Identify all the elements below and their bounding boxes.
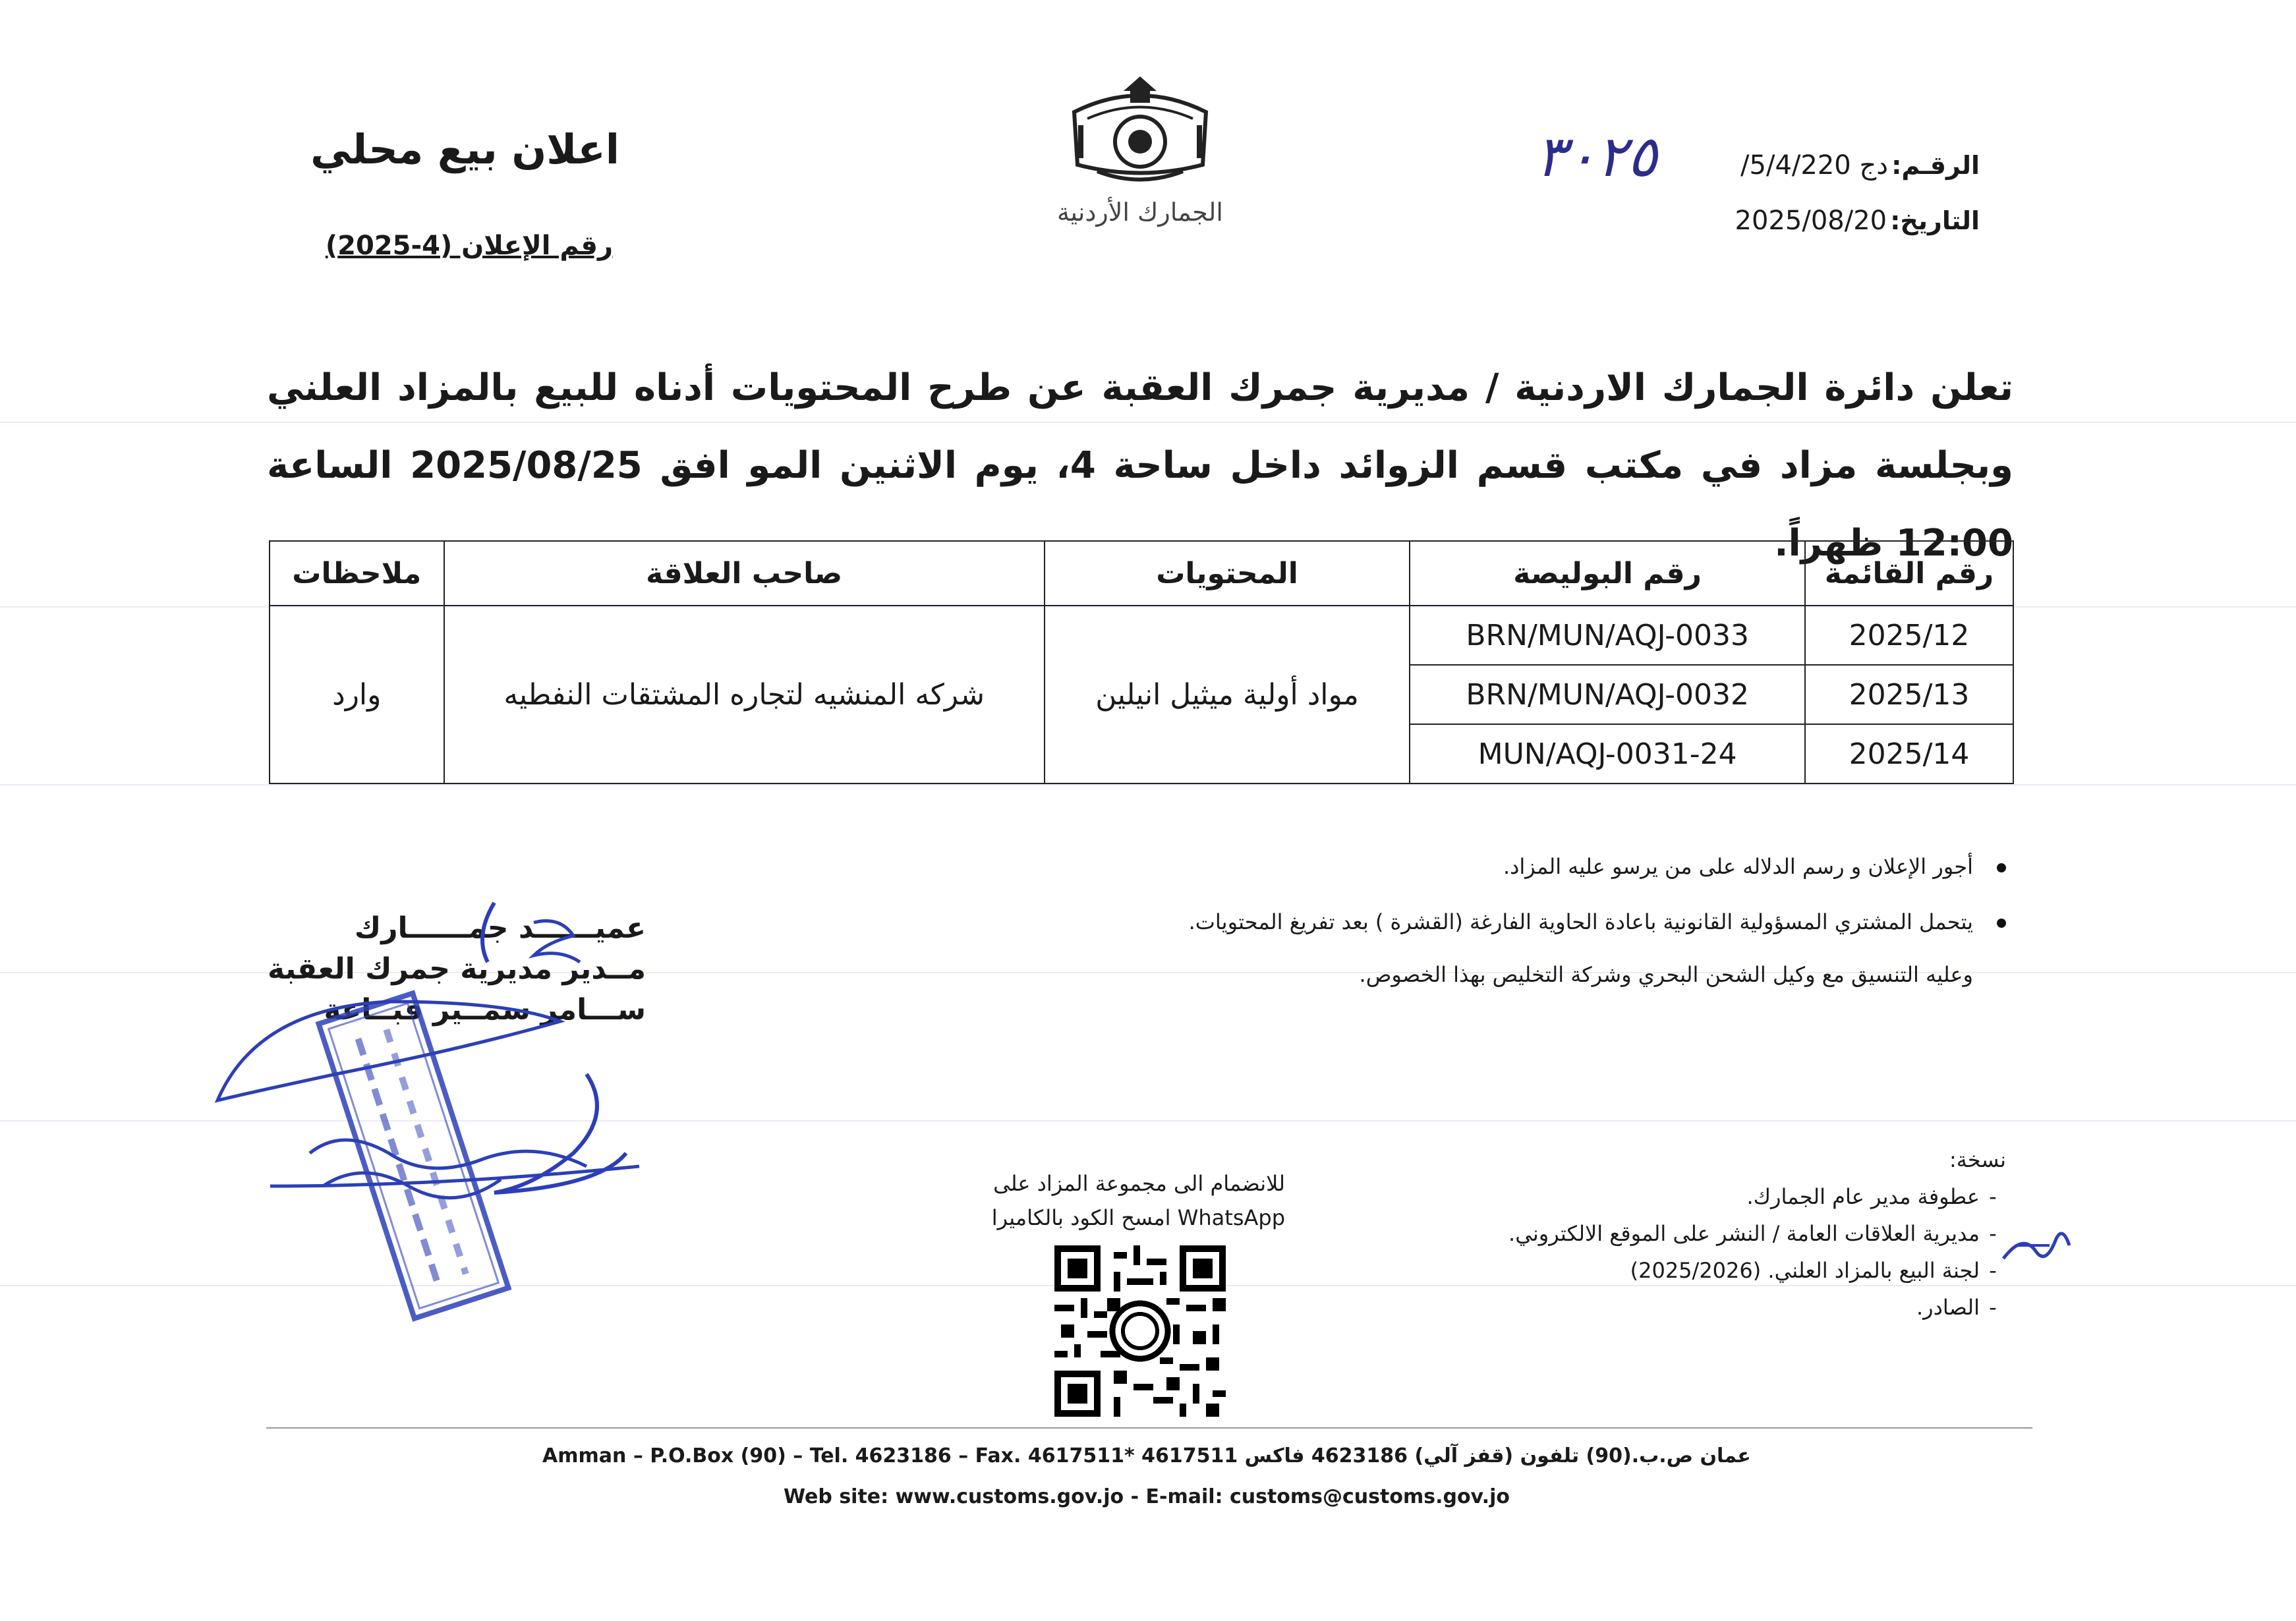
condition-bullet [1189, 909, 2006, 934]
document-date [1735, 206, 1980, 236]
whatsapp-line2: WhatsApp امسح الكود بالكاميرا [991, 1205, 1285, 1230]
bill-of-lading-cell: BRN/MUN/AQJ-0032 [1410, 665, 1805, 724]
header-notes: ملاحظات [270, 541, 444, 606]
reference-value: دج 5/4/220/ [1740, 150, 1889, 181]
copy-item: -عطوفة مدير عام الجمارك. [1746, 1184, 1997, 1209]
jordan-coat-of-arms-icon [1061, 72, 1219, 191]
header-bill-of-lading: رقم البوليصة [1410, 541, 1805, 606]
condition-text: يتحمل المشتري المسؤولية القانونية باعادة الحاوية الفارغة (القشرة ) بعد تفريغ المحتويات. [1188, 909, 1973, 934]
signatory-name: ســـامر سمــير قبــاعة [324, 993, 646, 1027]
table-row [270, 606, 2013, 665]
whatsapp-instructions [982, 1166, 1285, 1235]
bill-of-lading-cell: MUN/AQJ-0031-24 [1410, 724, 1805, 783]
signature-stamp-icon [191, 876, 666, 1351]
footer-divider [266, 1427, 2032, 1429]
copy-recipient: لجنة البيع بالمزاد العلني. (2025/2026) [1630, 1258, 1980, 1283]
auction-items-table [269, 540, 2014, 784]
list-number-cell: 2025/13 [1805, 665, 2013, 724]
copy-item: -مديرية العلاقات العامة / النشر على الموقع الالكتروني. [1508, 1221, 1997, 1246]
notice-number: رقم الإعلان (4-2025) [325, 231, 613, 261]
copies-label: نسخة: [1949, 1147, 2006, 1172]
footer-contact: Amman – P.O.Box (90) – Tel. 4623186 – Fax. 4617511* 4617511 عمان ص.ب.(90) تلفون (قفز آلي) 4623186 فاكس [542, 1444, 1751, 1467]
date-value: 2025/08/20 [1735, 206, 1887, 236]
list-number-cell: 2025/12 [1805, 606, 2013, 665]
bullet-icon [1997, 863, 2006, 872]
copy-recipient: مديرية العلاقات العامة / النشر على الموقع الالكتروني. [1508, 1221, 1980, 1246]
contents-cell: مواد أولية ميثيل انيلين [1045, 606, 1410, 783]
copy-recipient: الصادر. [1916, 1295, 1980, 1320]
reference-number [1740, 150, 1980, 181]
initials-icon [1997, 1219, 2076, 1272]
whatsapp-line1: للانضمام الى مجموعة المزاد على [993, 1171, 1285, 1196]
condition-bullet [1503, 854, 2006, 879]
owner-cell: شركه المنشيه لتجاره المشتقات النفطيه [444, 606, 1045, 783]
copy-item: -الصادر. [1916, 1295, 1997, 1320]
reference-label: الرقـم: [1891, 151, 1980, 180]
bullet-icon [1997, 919, 2006, 928]
date-label: التاريخ: [1890, 206, 1980, 235]
header-contents: المحتويات [1045, 541, 1410, 606]
header-owner: صاحب العلاقة [444, 541, 1045, 606]
table-header-row [270, 541, 2013, 606]
notice-title: اعلان بيع محلي [310, 125, 619, 173]
list-number-cell: 2025/14 [1805, 724, 2013, 783]
condition-text: أجور الإعلان و رسم الدلاله على من يرسو عليه المزاد. [1503, 854, 1973, 879]
signatory-position: مــدير مديرية جمرك العقبة [268, 952, 646, 986]
handwritten-reference: ٣٠٢٥ [1535, 124, 1657, 190]
header-list-number: رقم القائمة [1805, 541, 2013, 606]
announcement-paragraph: تعلن دائرة الجمارك الاردنية / مديرية جمرك العقبة عن طرح المحتويات أدناه للبيع بالمزاد العلني وبجلسة مزاد في مكتب قسم الزوائد داخل ساحة 4، يوم الاثنين المو افق 2025/08/25 الساعة 12:00 ظهراً. [267, 366, 2013, 565]
agency-name: الجمارك الأردنية [1057, 198, 1223, 227]
qr-code-icon[interactable] [1054, 1245, 1226, 1417]
copies-list [1413, 1141, 2006, 1326]
signatory-rank: عميــــــد جمــــــارك [354, 911, 646, 945]
condition-note: وعليه التنسيق مع وكيل الشحن البحري وشركة التخليص بهذا الخصوص. [1359, 962, 1973, 987]
bill-of-lading-cell: BRN/MUN/AQJ-0033 [1410, 606, 1805, 665]
copy-recipient: عطوفة مدير عام الجمارك. [1746, 1184, 1980, 1209]
notes-cell: وارد [270, 606, 444, 783]
copy-item: -لجنة البيع بالمزاد العلني. (2025/2026) [1630, 1258, 1997, 1283]
footer-web: Web site: www.customs.gov.jo - E-mail: customs@customs.gov.jo [784, 1485, 1510, 1508]
